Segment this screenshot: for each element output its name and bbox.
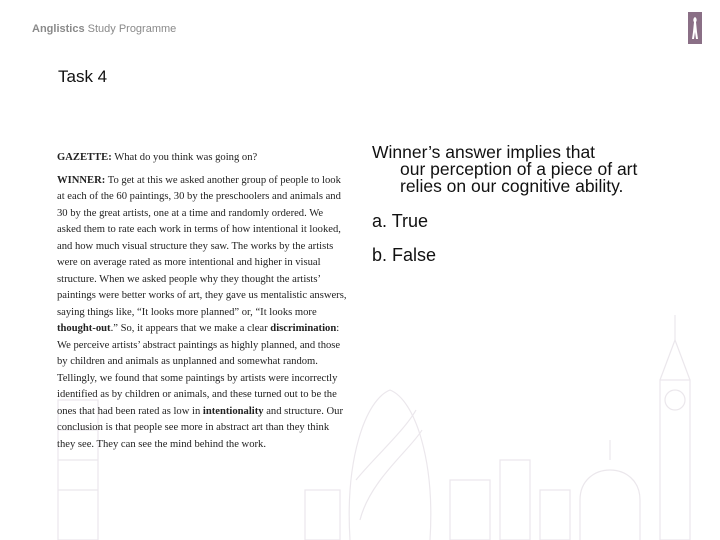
- gazette-text: What do you think was going on?: [111, 152, 258, 163]
- university-logo-icon: [688, 12, 702, 44]
- gazette-question: [57, 150, 349, 167]
- header-brand: Anglistics: [32, 23, 85, 35]
- winner-answer: [57, 173, 349, 454]
- winner-text-2: .” So, it appears that we make a clear: [110, 323, 271, 334]
- winner-label: WINNER:: [57, 174, 106, 186]
- winner-text-1: To get at this we asked another group of people to look at each of the 60 paintings, 30 by the preschoolers and animals and 30 by the great artists, one at a time and randomly ordered. We asked them to rate each work in terms of how intentional it looked, and how much visual structure they saw. The works by the artists were on average rated as more intentional and higher in visual structure. When we asked people why they thought the artists’ paintings were better works of art, they gave us mentalistic answers, saying things like, “It looks more planned” or, “It looks more: [57, 174, 347, 318]
- question-panel: [372, 144, 672, 279]
- statement-rest: our perception of a piece of art relies on our cognitive ability.: [400, 159, 638, 196]
- bold-thought-out: thought-out: [57, 323, 111, 334]
- header-programme: Study Programme: [84, 23, 177, 35]
- page-title: Task 4: [58, 67, 108, 86]
- gazette-label: GAZETTE:: [57, 152, 112, 163]
- reading-passage: [57, 150, 349, 459]
- bold-intentionality: intentionality: [202, 405, 264, 417]
- winner-text-3: : We perceive artists’ abstract paintings as highly planned, and those by children and animals as unplanned and somewhat random. Tellingly, we found that some paintings by artists were incorrectly identified as by children or animals, and these turned out to be the ones that had been rated as low in: [57, 323, 341, 417]
- option-true[interactable]: a. True: [372, 211, 429, 231]
- winner-text-4: and structure. Our conclusion is that people see more in abstract art than they think they see. They can see the mind behind the work.: [57, 405, 343, 450]
- bold-discrimination: discrimination: [270, 323, 337, 334]
- option-false[interactable]: b. False: [372, 245, 437, 265]
- statement-line-1: Winner’s answer implies that: [372, 142, 596, 162]
- programme-header: [32, 23, 176, 35]
- question-statement: [372, 144, 672, 195]
